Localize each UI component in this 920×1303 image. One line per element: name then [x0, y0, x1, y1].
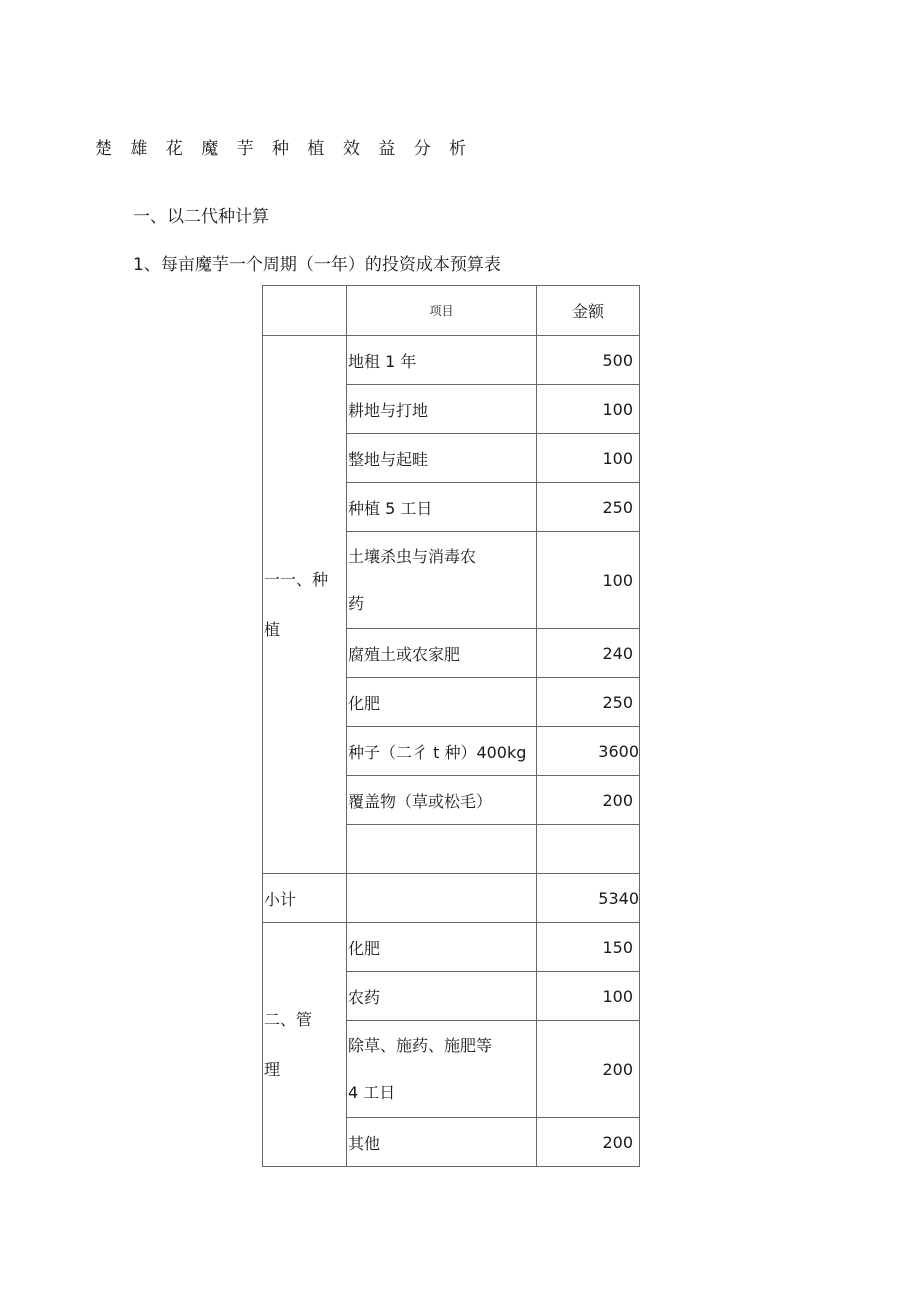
- amount-cell: 200: [537, 1118, 640, 1167]
- amount-cell: 240: [537, 629, 640, 678]
- item-cell: [347, 532, 537, 629]
- subtotal-amount-cell: 5340: [537, 874, 640, 923]
- item-cell: [347, 1021, 537, 1118]
- category-label-line1: 一一、种: [264, 569, 329, 589]
- subsection-heading: 1、每亩魔芋一个周期（一年）的投资成本预算表: [133, 255, 501, 275]
- table-header-row: [263, 286, 640, 336]
- amount-cell: 150: [537, 923, 640, 972]
- item-cell: 整地与起畦: [347, 434, 537, 483]
- item-line2: 药: [348, 594, 365, 613]
- amount-cell: 3600: [537, 727, 640, 776]
- amount-cell: 100: [537, 434, 640, 483]
- subtotal-row: [263, 874, 640, 923]
- category-label-line2: 理: [264, 1059, 281, 1079]
- item-cell: 腐殖土或农家肥: [347, 629, 537, 678]
- amount-cell: 500: [537, 336, 640, 385]
- item-cell: 化肥: [347, 678, 537, 727]
- header-category-cell: [263, 286, 347, 336]
- category-label-line2: 植: [264, 619, 281, 639]
- amount-cell: 250: [537, 483, 640, 532]
- category-planting-cell: [263, 336, 347, 874]
- item-cell: 种植 5 工日: [347, 483, 537, 532]
- item-line1: 土壤杀虫与消毒农: [348, 547, 477, 566]
- category-label-line1: 二、管: [264, 1009, 313, 1029]
- amount-cell: 100: [537, 972, 640, 1021]
- header-amount-cell: 金额: [537, 286, 640, 336]
- item-cell: 种子（二彳 t 种）400kg: [347, 727, 537, 776]
- item-cell: 农药: [347, 972, 537, 1021]
- amount-cell: 250: [537, 678, 640, 727]
- subtotal-item-cell: [347, 874, 537, 923]
- table-row: [263, 336, 640, 385]
- item-cell: 覆盖物（草或松毛）: [347, 776, 537, 825]
- amount-cell: 100: [537, 532, 640, 629]
- item-cell: [347, 825, 537, 874]
- subtotal-label-cell: 小计: [263, 874, 347, 923]
- item-line1: 除草、施药、施肥等: [348, 1036, 493, 1055]
- amount-cell: 200: [537, 776, 640, 825]
- header-item-cell: 项目: [347, 286, 537, 336]
- item-cell: 地租 1 年: [347, 336, 537, 385]
- category-management-cell: [263, 923, 347, 1167]
- amount-cell: [537, 825, 640, 874]
- document-title: 楚 雄 花 魔 芋 种 植 效 益 分 析: [95, 139, 473, 159]
- section-heading: 一、以二代种计算: [133, 207, 269, 227]
- item-cell: 其他: [347, 1118, 537, 1167]
- table-row: [263, 923, 640, 972]
- item-cell: 化肥: [347, 923, 537, 972]
- amount-cell: 200: [537, 1021, 640, 1118]
- item-cell: 耕地与打地: [347, 385, 537, 434]
- cost-budget-table: [262, 285, 640, 1167]
- amount-cell: 100: [537, 385, 640, 434]
- item-line2: 4 工日: [348, 1083, 396, 1102]
